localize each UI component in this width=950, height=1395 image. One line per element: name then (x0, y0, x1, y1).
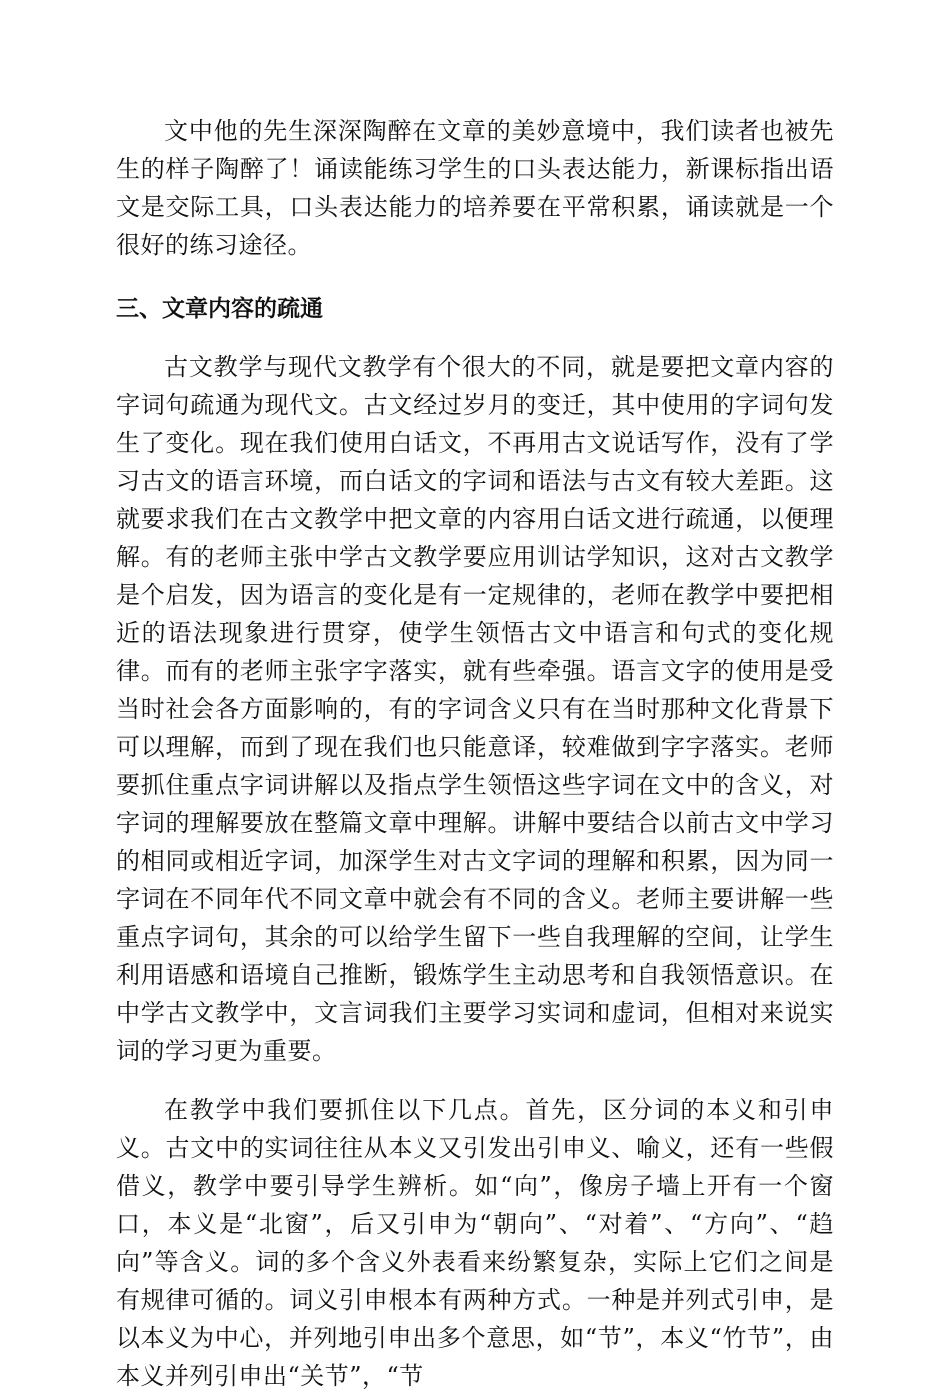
section-heading: 三、文章内容的疏通 (116, 296, 323, 322)
document-page (116, 112, 834, 1395)
paragraph: 文中他的先生深深陶醉在文章的美妙意境中，我们读者也被先生的样子陶醉了！诵读能练习学生的口头表达能力，新课标指出语文是交际工具，口头表达能力的培养要在平常积累，诵读就是一个很好的练习途径。 (116, 117, 834, 259)
paragraph: 在教学中我们要抓住以下几点。首先，区分词的本义和引申义。古文中的实词往往从本义又引发出引申义、喻义，还有一些假借义，教学中要引导学生辨析。如“向”，像房子墙上开有一个窗口，本义是“北窗”，后又引申为“朝向”、“对着”、“方向”、“趋向”等含义。词的多个含义外表看来纷繁复杂，实际上它们之间是有规律可循的。词义引申根本有两种方式。一种是并列式引申，是以本义为中心，并列地引申出多个意思，如“节”，本义“竹节”，由本义并列引申出“关节”，“节 (116, 1096, 834, 1390)
paragraph: 古文教学与现代文教学有个很大的不同，就是要把文章内容的字词句疏通为现代文。古文经过岁月的变迁，其中使用的字词句发生了变化。现在我们使用白话文，不再用古文说话写作，没有了学习古文的语言环境，而白话文的字词和语法与古文有较大差距。这就要求我们在古文教学中把文章的内容用白话文进行疏通，以便理解。有的老师主张中学古文教学要应用训诂学知识，这对古文教学是个启发，因为语言的变化是有一定规律的，老师在教学中要把相近的语法现象进行贯穿，使学生领悟古文中语言和句式的变化规律。而有的老师主张字字落实，就有些牵强。语言文字的使用是受当时社会各方面影响的，有的字词含义只有在当时那种文化背景下可以理解，而到了现在我们也只能意译，较难做到字字落实。老师要抓住重点字词讲解以及指点学生领悟这些字词在文中的含义，对字词的理解要放在整篇文章中理解。讲解中要结合以前古文中学习的相同或相近字词，加深学生对古文字词的理解和积累，因为同一字词在不同年代不同文章中就会有不同的含义。老师主要讲解一些重点字词句，其余的可以给学生留下一些自我理解的空间，让学生利用语感和语境自己推断，锻炼学生主动思考和自我领悟意识。在中学古文教学中，文言词我们主要学习实词和虚词，但相对来说实词的学习更为重要。 (116, 353, 834, 1065)
